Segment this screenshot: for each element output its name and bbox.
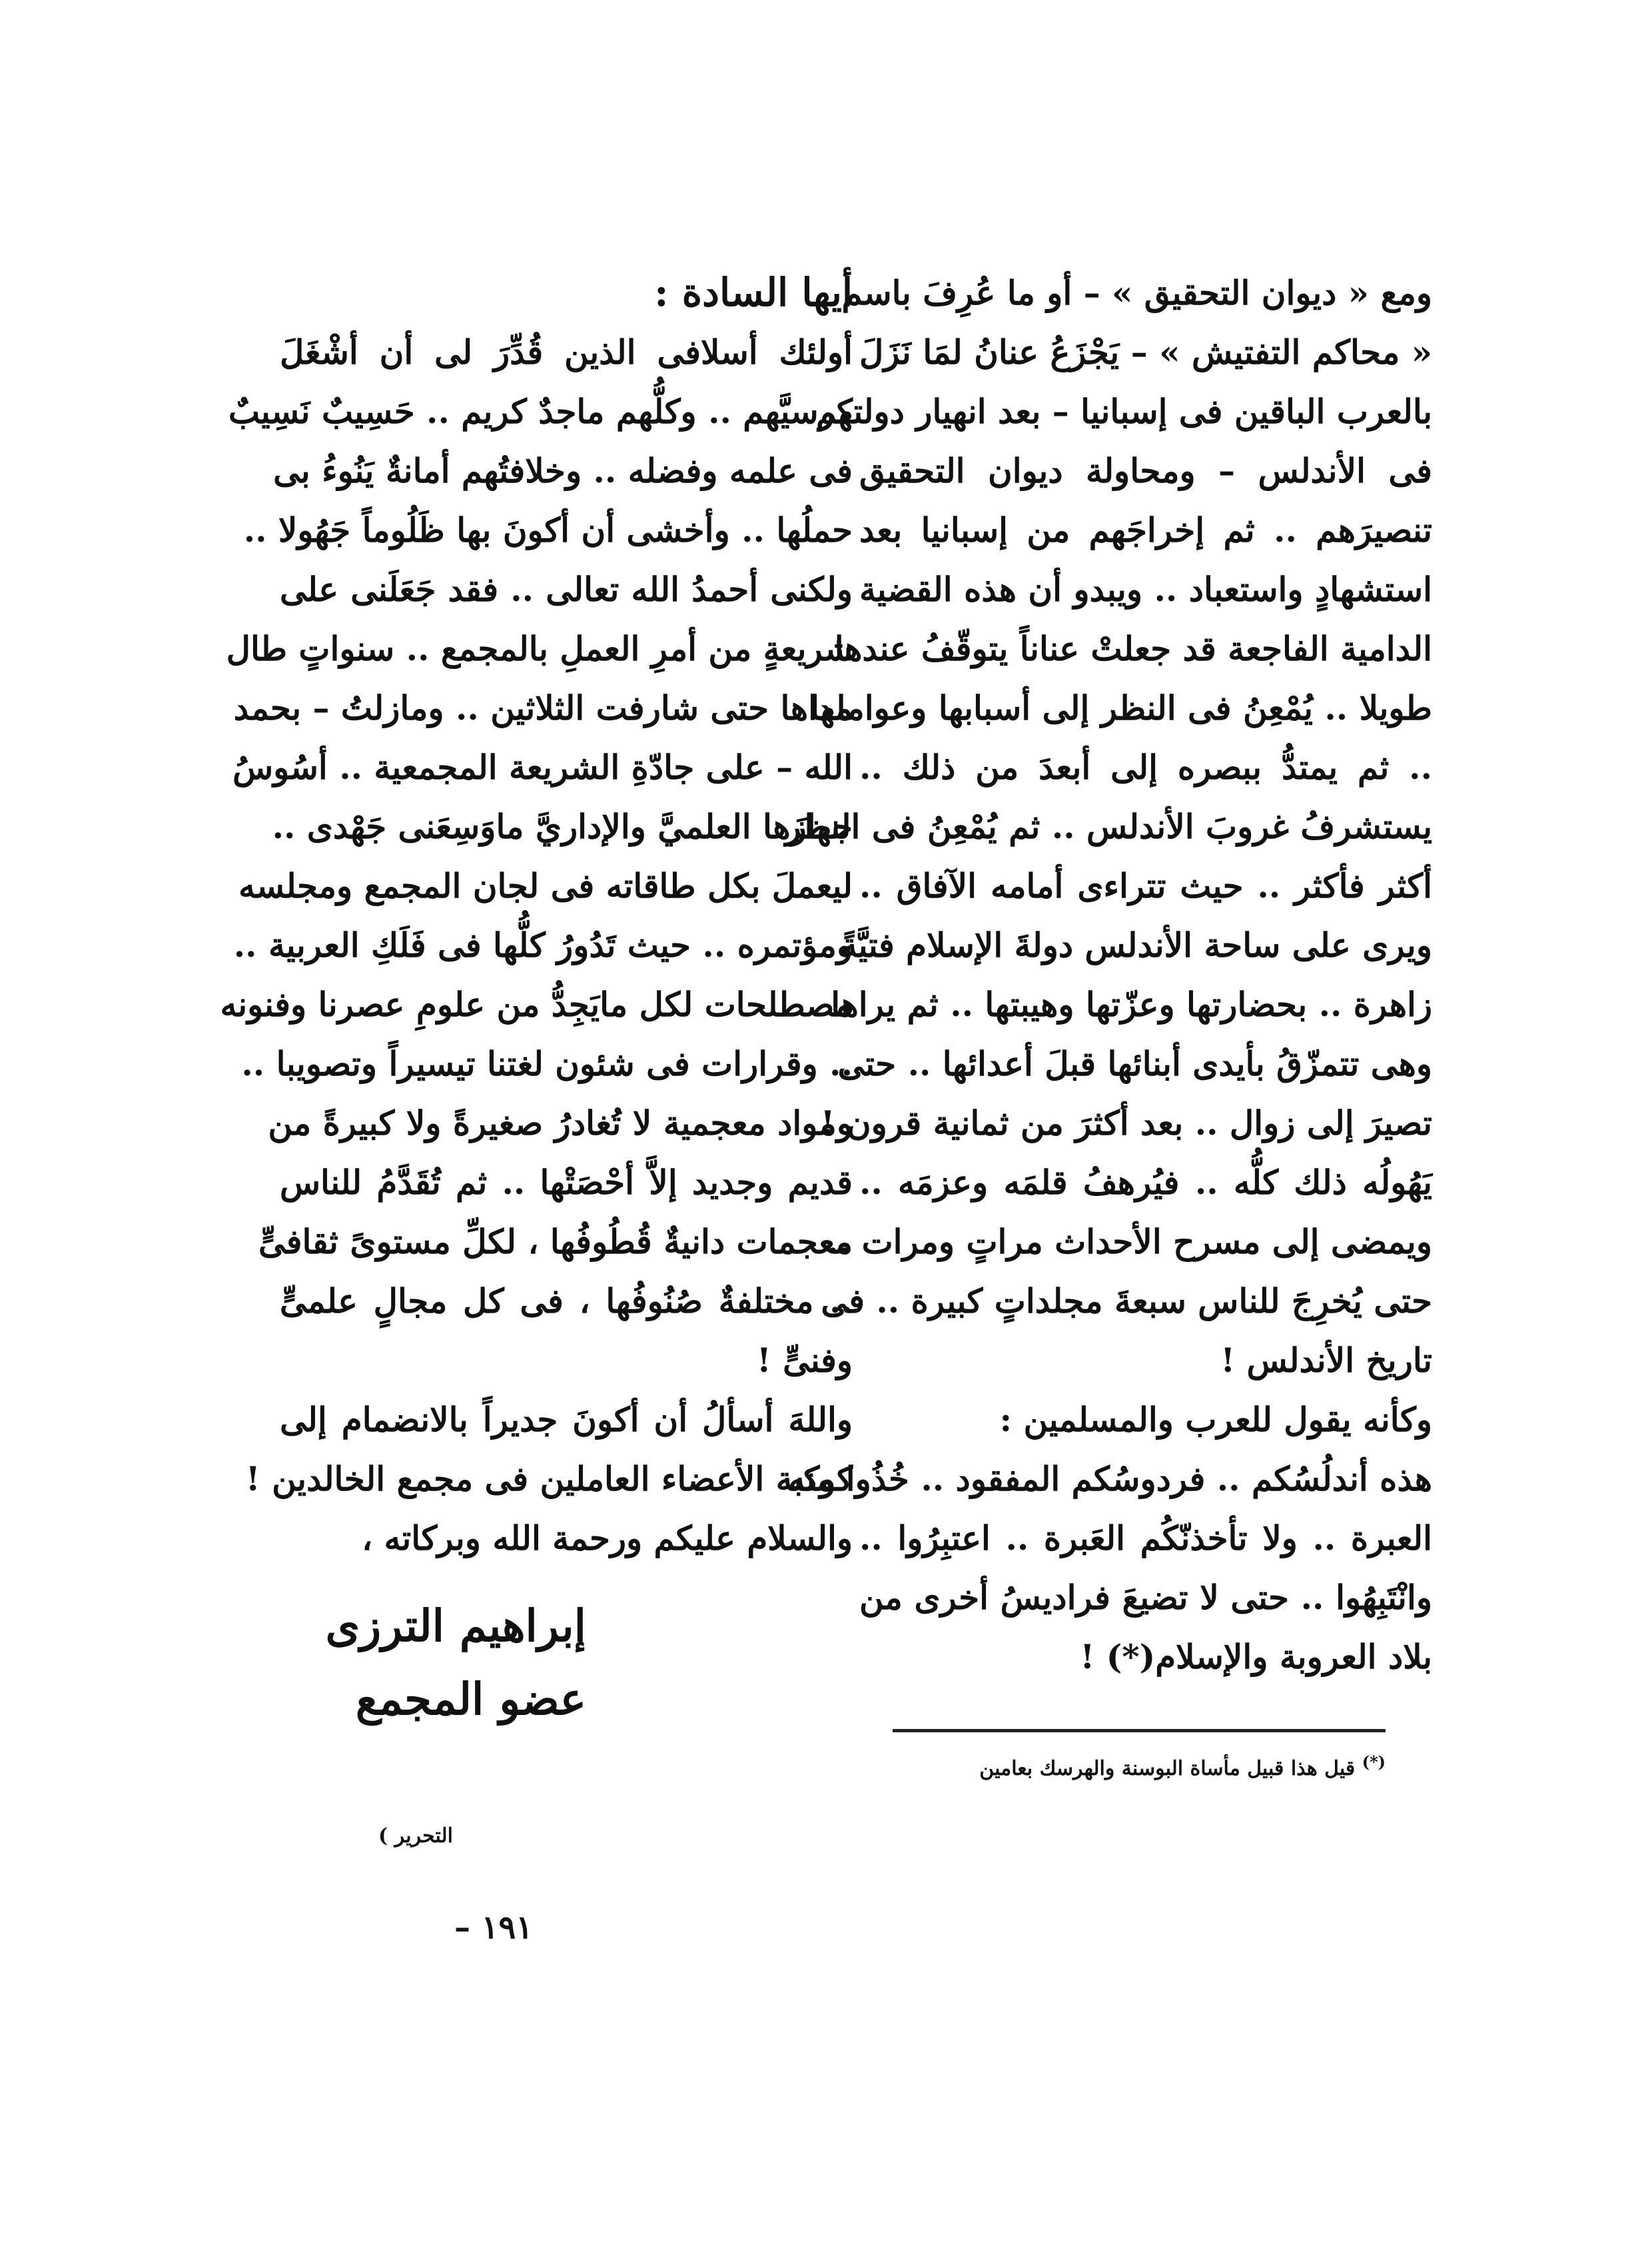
text-line: وهى تتمزّقُ بأيدى أبنائها قبلَ أعدائها .. حتى [837,1044,1432,1083]
text-line: هذه أندلُسُكم .. فردوسُكم المفقود .. خُذُوا منه [788,1459,1432,1498]
text-line: « محاكم التفتيش » – يَجْزَعُ عنانُ لمَا نَزَلَ [859,332,1432,372]
text-line: فى علمه وفضله .. وخلافتُهم أمانةٌ يَنُوءُ بى [273,451,853,490]
footnote-text: قيل هذا قبيل مأساة البوسنة والهرسك بعامين [979,1757,1356,1780]
page-number: ١٩١ – [454,1909,533,1946]
text-line: ليعملَ بكل طاقاته فى لجان المجمع ومجلسه [238,866,853,905]
text-line: استشهادٍ واستعباد .. ويبدو أن هذه القضية [859,570,1432,609]
text-line: .. وقرارات فى شئون لغتنا تيسيراً وتصويبا .. [241,1044,853,1083]
text-line: زاهرة .. بحضارتها وعزّتها وهيبتها .. ثم يراها [831,985,1432,1024]
text-line: بلاد العروبة والإسلام(*) ! [1080,1637,1432,1676]
text-line: شريعةٍ من أمرِ العملِ بالمجمع .. سنواتٍ طال [226,629,853,668]
text-line: فى الأندلس – ومحاولة ديوان التحقيق [859,451,1432,490]
left-column [220,263,853,1568]
text-line: بالعرب الباقين فى إسبانيا – بعد انهيار دولتهم [815,392,1432,431]
text-line: يستشرفُ غروبَ الأندلس .. ثم يُمْعِنُ فى النظر [785,807,1432,846]
signature-name: إبراهيم الترزى [325,1600,586,1652]
text-line: تاريخ الأندلس ! [1220,1341,1432,1380]
text-line: معجمات دانيةٌ قُطُوفُها ، لكلِّ مستوىً ثقافىٍّ [258,1222,853,1261]
text-line: الله – على جادّةِ الشريعة المجمعية .. أسُوسُ [232,748,853,787]
text-line: الدامية الفاجعة قد جعلتْ عناناً يتوقّفُ عندها [834,629,1432,668]
text-line: .. ثم يمتدُّ ببصره إلى أبعدَ من ذلك .. [859,748,1432,787]
text-line: ويمضى إلى مسرح الأحداث مراتٍ ومرات .. [827,1222,1432,1261]
text-line: مصطلحات لكل مايَجِدُّ من علومِ عصرنا وفنونه [220,985,853,1024]
text-line: أولئك أسلافى الذين قُدِّرَ لى أن أشْغَلَ [280,332,853,372]
text-line: ومواد معجمية لا تُغادرُ صغيرةً ولا كبيرةً من [268,1103,853,1143]
text-line: وفنىٍّ ! [756,1341,853,1380]
closing-line: واللهَ أسألُ أن أكونَ جديراً بالانضمام إلى [280,1400,853,1439]
text-line: حملُها .. وأخشى أن أكونَ بها ظَلُوماً جَهُولا .. [243,510,853,550]
text-line: أكثر فأكثر .. حيث تتراءى أمامه الآفاق .. [859,866,1432,905]
signature-block [325,1589,586,1736]
text-line: جهازَها العلميَّ والإداريَّ ماوَسِعَنى جَهْدى .. [272,807,853,846]
signature-title: عضو المجمع [355,1673,586,1725]
closing-line: والسلام عليكم ورحمة الله وبركاته ، [361,1518,853,1558]
text-line: وانْتَبِهُوا .. حتى لا تضيعَ فراديسُ أخرى من [859,1578,1432,1617]
text-line: قديم وجديد إلاَّ أحْصَتْها .. ثم تُقَدَّمُ للناس [280,1163,853,1202]
text-line: ويرى على ساحة الأندلس دولةَ الإسلام فتيَّةً [840,925,1432,965]
text-line: كرسيَّهم .. وكلُّهم ماجدٌ كريم .. حَسِيبٌ نَسِيبٌ [228,392,853,431]
footnote-marker: (*) [1362,1752,1386,1772]
text-line: طويلا .. يُمْعِنُ فى النظر إلى أسبابها وعواملها [810,688,1432,728]
text-line: تنصيرَهم .. ثم إخراجَهم من إسبانيا بعد [859,510,1432,550]
text-line: حتى يُخرِجَ للناس سبعةَ مجلداتٍ كبيرة .. فى [821,1281,1432,1321]
text-line: ولكنى أحمدُ الله تعالى .. فقد جَعَلَنى على [280,570,853,609]
footnote [813,1752,1386,1780]
text-line: مداها حتى شارفت الثلاثين .. ومازلتُ – بحمد [233,688,853,728]
text-line: ومع « ديوان التحقيق » – أو ما عُرِفَ باسم [841,273,1432,312]
text-line: العبرة .. ولا تأخذنّكُم العَبرة .. اعتبِرُوا .. [859,1518,1432,1558]
editor-note: التحرير ) [378,1824,453,1848]
section-heading: أيها السادة : [654,270,853,315]
text-line: وكأنه يقول للعرب والمسلمين : [999,1400,1432,1439]
text-line: يَهُولُه ذلك كلُّه .. فيُرهفُ قلمَه وعزمَه .. [859,1163,1432,1202]
closing-line: كوكبة الأعضاء العاملين فى مجمع الخالدين ! [245,1459,853,1498]
text-line: ومؤتمره .. حيث تَدُورُ كلُّها فى فَلَكِ العربية .. [233,925,853,965]
text-line: .. مختلفةٌ صُنُوفُها ، فى كل مجالٍ علمىٍّ [280,1281,853,1321]
footnote-divider [893,1729,1386,1732]
text-line: تصيرَ إلى زوال .. بعد أكثرَ من ثمانية قرون ! [820,1103,1432,1143]
